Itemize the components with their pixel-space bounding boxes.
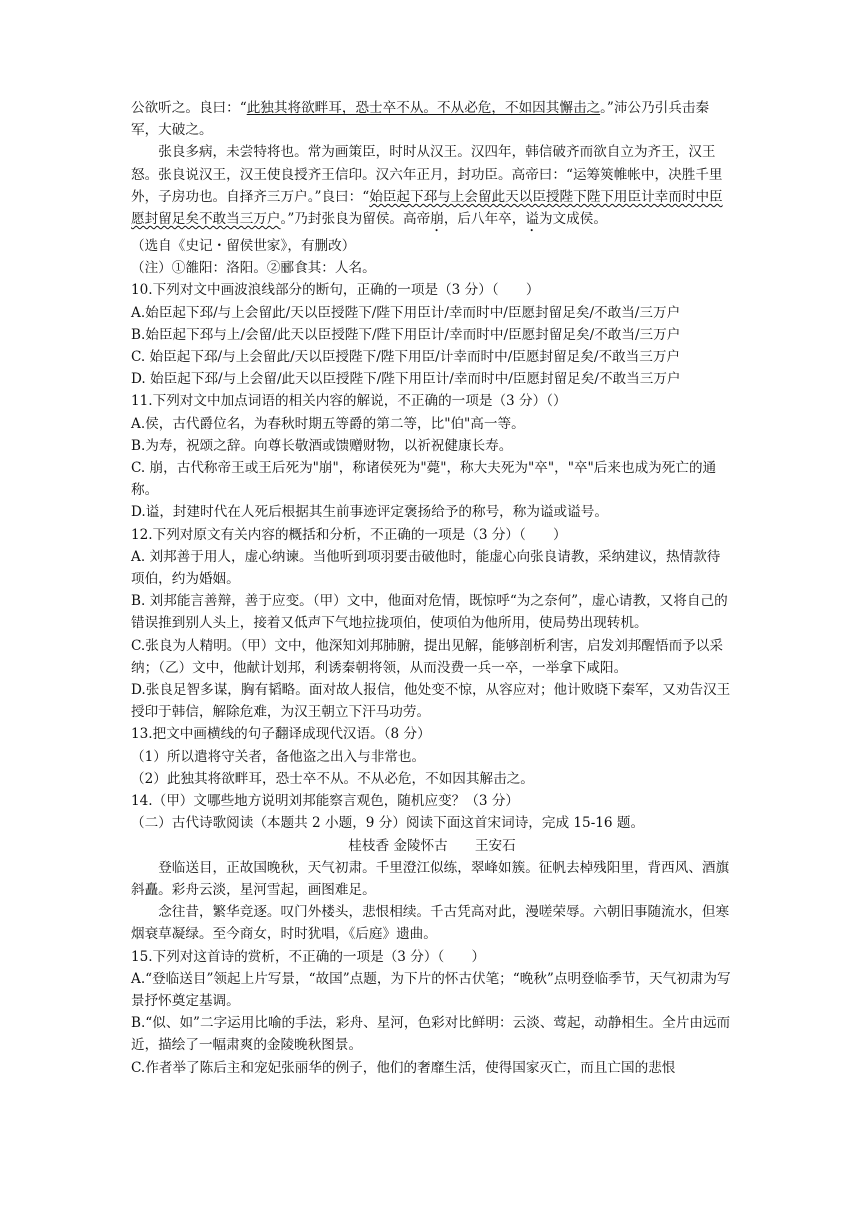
poem-stanza-1: 登临送目，正故国晚秋，天气初肃。千里澄江似练，翠峰如簇。征帆去棹残阳里，背西风、酒旗斜矗。彩舟云淡，星河雪起，画图难足。: [131, 859, 730, 898]
exam-page: [131, 97, 733, 1079]
question-15: 15.下列对这首诗的赏析，不正确的一项是（3 分）（ ）: [131, 948, 486, 965]
option-11c: C. 崩，古代称帝王或王后死为"崩"，称诸侯死为"薨"，称大夫死为"卒"，"卒"后来也成为死亡的通称。: [131, 460, 717, 499]
question-13-1: （1）所以遣将守关者，备他盗之出入与非常也。: [131, 748, 426, 765]
question-12: 12.下列对原文有关内容的概括和分析，不正确的一项是（3 分）（ ）: [131, 526, 567, 543]
question-10: 10.下列对文中画波浪线部分的断句，正确的一项是（3 分）（ ）: [131, 282, 540, 299]
poetry-section-heading: （二）古代诗歌阅读（本题共 2 小题，9 分）阅读下面这首宋词诗，完成 15-16 题。: [131, 815, 645, 832]
poem-stanza-2: 念往昔，繁华竞逐。叹门外楼头，悲恨相续。千古凭高对此，漫嗟荣辱。六朝旧事随流水，但寒烟衰草凝绿。至今商女，时时犹唱，《后庭》遗曲。: [131, 904, 730, 943]
option-12b: B. 刘邦能言善辩，善于应变。（甲）文中，他面对危情，既惊呼“为之奈何”，虚心请教，又将自己的错误推到别人头上，接着又低声下气地拉拢项伯，使项伯为他所用，使局势出现转机。: [131, 593, 728, 632]
question-11: 11.下列对文中加点词语的相关内容的解说，不正确的一项是（3 分）（）: [131, 393, 567, 410]
question-14: 14.（甲）文哪些地方说明刘邦能察言观色，随机应变？（3 分）: [131, 793, 520, 810]
question-13: 13.把文中画横线的句子翻译成现代汉语。（8 分）: [131, 726, 431, 743]
question-13-2: （2）此独其将欲畔耳，恐士卒不从。不从必危，不如因其解击之。: [131, 770, 534, 787]
option-15c: C.作者举了陈后主和宠妃张丽华的例子，他们的奢靡生活，使得国家灭亡，而且亡国的悲恨: [131, 1059, 676, 1076]
option-10b: B.始臣起下邳与上/会留/此天以臣授陛下/陛下用臣计/幸而时中/臣愿封留足矣/不敢当/三万户: [131, 326, 681, 343]
option-12a: A. 刘邦善于用人，虚心纳谏。当他听到项羽要击破他时，能虚心向张良请教，采纳建议，热情款待项伯，约为婚姻。: [131, 548, 721, 588]
option-11a: A.侯，古代爵位名，为春秋时期五等爵的第二等，比"伯"高一等。: [131, 415, 525, 432]
option-10c: C. 始臣起下邳/与上会留此/天以臣授陛下/陛下用臣/计幸而时中/臣愿封留足矣/不敢当三万户: [131, 349, 681, 366]
passage-paragraph-2: 张良多病，未尝特将也。常为画策臣，时时从汉王。汉四年，韩信破齐而欲自立为齐王，汉王怒。张良说汉王，汉王使良授齐王信印。汉六年正月，封功臣。高帝曰：“运筹筴帷帐中，决胜千里外，子房功也。自择齐三万户。”良曰：“始臣起下邳与上会留此天以臣授陛下陛下用臣计幸而时中臣愿封留足矣不敢当三万户。”乃封张良为留侯。高帝崩，后八年卒，谥为文成侯。: [131, 144, 723, 228]
option-10d: D. 始臣起下邳/与上会留/此天以臣授陛下/陛下用臣计/幸而时中/臣愿封留足矣/不敢当三万户: [131, 371, 681, 388]
option-15b: B.“似、如”二字运用比喻的手法，彩舟、星河，色彩对比鲜明：云淡、莺起，动静相生。全片由远而近，描绘了一幅肃爽的金陵晚秋图景。: [131, 1015, 731, 1054]
option-11b: B.为寿，祝颂之辞。向尊长敬酒或馈赠财物，以祈祝健康长寿。: [131, 437, 513, 454]
wavy-underlined-text: 始臣起下邳与上会留此天以臣授陛下陛下用臣计幸而时中臣愿封留足矣不敢当三万户: [131, 188, 723, 228]
option-12d: D.张良足智多谋，胸有韬略。面对故人报信，他处变不惊，从容应对；他计败晓下秦军，又劝告汉王授印于韩信，解除危难，为汉王朝立下汗马功劳。: [131, 682, 731, 721]
underlined-sentence: 此独其将欲畔耳，恐士卒不从。不从必危，不如因其懈击之: [246, 100, 601, 116]
option-10a: A.始臣起下邳/与上会留此/天以臣授陛下/陛下用臣计/幸而时中/臣愿封留足矣/不敢当/三万户: [131, 304, 681, 321]
dotted-word-beng: 崩: [430, 211, 444, 228]
dotted-word-shi: 谥: [525, 211, 539, 228]
passage-paragraph-1: 公欲听之。良曰：“此独其将欲畔耳，恐士卒不从。不从必危，不如因其懈击之。”沛公乃引兵击秦军，大破之。: [131, 100, 710, 139]
notes-line: （注）①雒阳：洛阳。②郦食其：人名。: [131, 260, 376, 277]
source-line: （选自《史记・留侯世家》，有删改）: [131, 238, 356, 255]
option-12c: C.张良为人精明。（甲）文中，他深知刘邦肺腑，提出见解，能够剖析利害，启发刘邦醒悟而予以采纳；（乙）文中，他献计划邦，利诱秦朝将领，从而没费一兵一卒，一举拿下咸阳。: [131, 637, 723, 676]
option-15a: A.“登临送目”领起上片写景，“故国”点题，为下片的怀古伏笔；“晚秋”点明登临季节，天气初肃为写景抒怀奠定基调。: [131, 970, 731, 1009]
poem-title: 桂枝香 金陵怀古 王安石: [348, 837, 516, 854]
option-11d: D.谥，封建时代在人死后根据其生前事迹评定褒扬给予的称号，称为谥或谥号。: [131, 504, 608, 521]
